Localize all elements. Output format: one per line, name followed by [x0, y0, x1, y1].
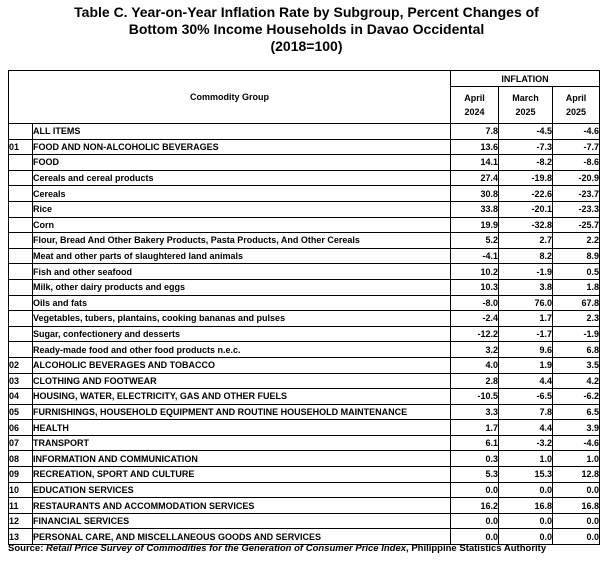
value-april-2025: 67.8	[553, 295, 600, 311]
row-name: FOOD	[33, 155, 451, 171]
value-april-2024: 5.2	[451, 233, 499, 249]
row-code: 04	[9, 389, 33, 405]
value-april-2025: 3.9	[553, 420, 600, 436]
value-march-2025: 9.6	[499, 342, 553, 358]
value-april-2025: 1.8	[553, 279, 600, 295]
table-row	[9, 248, 600, 264]
row-code	[9, 201, 33, 217]
row-code: 05	[9, 404, 33, 420]
value-april-2025: -25.7	[553, 217, 600, 233]
table-row	[9, 357, 600, 373]
value-april-2025: -23.3	[553, 201, 600, 217]
table-row	[9, 170, 600, 186]
value-april-2025: 8.9	[553, 248, 600, 264]
value-april-2024: 27.4	[451, 170, 499, 186]
table-row	[9, 326, 600, 342]
row-name: Milk, other dairy products and eggs	[33, 279, 451, 295]
row-code	[9, 170, 33, 186]
row-name: ALCOHOLIC BEVERAGES AND TOBACCO	[33, 357, 451, 373]
column-month: April	[464, 93, 485, 103]
row-name: INFORMATION AND COMMUNICATION	[33, 451, 451, 467]
row-code: 06	[9, 420, 33, 436]
title-line-2: Bottom 30% Income Households in Davao Occidental	[128, 21, 485, 37]
row-name: Cereals and cereal products	[33, 170, 451, 186]
value-march-2025: 4.4	[499, 373, 553, 389]
value-march-2025: 7.8	[499, 404, 553, 420]
row-code	[9, 311, 33, 327]
commodity-group-header: Commodity Group	[9, 71, 451, 124]
value-april-2024: -8.0	[451, 295, 499, 311]
value-march-2025: 4.4	[499, 420, 553, 436]
value-march-2025: 15.3	[499, 467, 553, 483]
row-code: 11	[9, 498, 33, 514]
value-april-2025: -8.6	[553, 155, 600, 171]
row-name: FINANCIAL SERVICES	[33, 513, 451, 529]
value-march-2025: -32.8	[499, 217, 553, 233]
table-row	[9, 279, 600, 295]
value-april-2025: 6.8	[553, 342, 600, 358]
row-name: Cereals	[33, 186, 451, 202]
value-april-2025: -20.9	[553, 170, 600, 186]
row-code	[9, 264, 33, 280]
row-code: 08	[9, 451, 33, 467]
row-name: Corn	[33, 217, 451, 233]
value-april-2025: -6.2	[553, 389, 600, 405]
value-april-2025: 2.2	[553, 233, 600, 249]
table-row	[9, 451, 600, 467]
value-april-2025: 12.8	[553, 467, 600, 483]
value-march-2025: -3.2	[499, 435, 553, 451]
value-april-2025: 0.0	[553, 482, 600, 498]
table-row	[9, 124, 600, 140]
column-month: April	[565, 93, 587, 103]
table-row	[9, 139, 600, 155]
row-name: Ready-made food and other food products n.e.c.	[33, 342, 451, 358]
value-april-2024: -4.1	[451, 248, 499, 264]
source-title: Retail Price Survey of Commodities for the Generation of Consumer Price Index	[46, 543, 407, 554]
source-note	[8, 543, 546, 554]
table-body	[9, 124, 600, 545]
value-march-2025: 0.0	[499, 513, 553, 529]
column-header-april-2024	[451, 87, 499, 124]
table-row	[9, 295, 600, 311]
column-year: 2025	[565, 107, 587, 117]
value-march-2025: -20.1	[499, 201, 553, 217]
value-april-2024: 2.8	[451, 373, 499, 389]
table-row	[9, 498, 600, 514]
table-row	[9, 186, 600, 202]
row-name: CLOTHING AND FOOTWEAR	[33, 373, 451, 389]
value-april-2025: -4.6	[553, 435, 600, 451]
row-code: 09	[9, 467, 33, 483]
row-code	[9, 279, 33, 295]
row-code	[9, 186, 33, 202]
row-name: HEALTH	[33, 420, 451, 436]
row-name: Vegetables, tubers, plantains, cooking bananas and pulses	[33, 311, 451, 327]
value-april-2025: 1.0	[553, 451, 600, 467]
row-code	[9, 233, 33, 249]
row-name: Flour, Bread And Other Bakery Products, Pasta Products, And Other Cereals	[33, 233, 451, 249]
value-april-2024: 13.6	[451, 139, 499, 155]
value-april-2025: 4.2	[553, 373, 600, 389]
value-april-2024: 0.0	[451, 482, 499, 498]
value-april-2025: 6.5	[553, 404, 600, 420]
value-april-2024: -12.2	[451, 326, 499, 342]
table-row	[9, 467, 600, 483]
table-row	[9, 155, 600, 171]
column-header-april-2025	[553, 87, 600, 124]
row-name: TRANSPORT	[33, 435, 451, 451]
value-april-2025: 0.0	[553, 529, 600, 545]
table-title	[0, 0, 613, 55]
value-march-2025: 1.0	[499, 451, 553, 467]
row-name: PERSONAL CARE, AND MISCELLANEOUS GOODS AND SERVICES	[33, 529, 451, 545]
value-april-2025: -7.7	[553, 139, 600, 155]
source-prefix: Source:	[8, 543, 47, 554]
row-name: HOUSING, WATER, ELECTRICITY, GAS AND OTHER FUELS	[33, 389, 451, 405]
row-code: 13	[9, 529, 33, 545]
row-name: Fish and other seafood	[33, 264, 451, 280]
table-row	[9, 513, 600, 529]
value-march-2025: 16.8	[499, 498, 553, 514]
value-april-2025: 2.3	[553, 311, 600, 327]
value-april-2024: -10.5	[451, 389, 499, 405]
value-april-2024: 10.3	[451, 279, 499, 295]
table-row	[9, 420, 600, 436]
row-code: 01	[9, 139, 33, 155]
value-april-2024: 6.1	[451, 435, 499, 451]
inflation-table	[8, 70, 600, 545]
table-row	[9, 404, 600, 420]
value-april-2025: -23.7	[553, 186, 600, 202]
row-name: Meat and other parts of slaughtered land animals	[33, 248, 451, 264]
value-march-2025: -19.8	[499, 170, 553, 186]
source-org: , Philippine Statistics Authority	[406, 543, 547, 554]
value-march-2025: -4.5	[499, 124, 553, 140]
value-april-2024: 19.9	[451, 217, 499, 233]
table-row	[9, 389, 600, 405]
row-name: FOOD AND NON-ALCOHOLIC BEVERAGES	[33, 139, 451, 155]
value-april-2024: 3.3	[451, 404, 499, 420]
row-code	[9, 326, 33, 342]
value-march-2025: -1.7	[499, 326, 553, 342]
column-month: March	[512, 93, 539, 103]
table-row	[9, 201, 600, 217]
row-code	[9, 342, 33, 358]
value-april-2024: 3.2	[451, 342, 499, 358]
inflation-header: INFLATION	[451, 71, 600, 87]
column-year: 2024	[464, 107, 485, 117]
value-april-2024: 7.8	[451, 124, 499, 140]
title-line-1: Table C. Year-on-Year Inflation Rate by Subgroup, Percent Changes of	[74, 4, 539, 20]
value-april-2024: 0.0	[451, 513, 499, 529]
row-name: RECREATION, SPORT AND CULTURE	[33, 467, 451, 483]
value-april-2024: 1.7	[451, 420, 499, 436]
value-april-2025: -1.9	[553, 326, 600, 342]
value-april-2024: -2.4	[451, 311, 499, 327]
row-code	[9, 248, 33, 264]
value-march-2025: 3.8	[499, 279, 553, 295]
table-row	[9, 264, 600, 280]
value-march-2025: -1.9	[499, 264, 553, 280]
value-march-2025: 1.7	[499, 311, 553, 327]
value-march-2025: -6.5	[499, 389, 553, 405]
value-april-2025: 3.5	[553, 357, 600, 373]
table-row	[9, 233, 600, 249]
column-header-march-2025	[499, 87, 553, 124]
row-code: 02	[9, 357, 33, 373]
row-code: 12	[9, 513, 33, 529]
row-name: Sugar, confectionery and desserts	[33, 326, 451, 342]
value-march-2025: 2.7	[499, 233, 553, 249]
value-april-2024: 16.2	[451, 498, 499, 514]
row-name: Oils and fats	[33, 295, 451, 311]
column-year: 2025	[515, 107, 536, 117]
value-march-2025: -22.6	[499, 186, 553, 202]
table-row	[9, 342, 600, 358]
value-march-2025: 0.0	[499, 482, 553, 498]
table-row	[9, 217, 600, 233]
value-april-2024: 5.3	[451, 467, 499, 483]
title-line-3: (2018=100)	[270, 38, 343, 54]
value-march-2025: -7.3	[499, 139, 553, 155]
row-name: RESTAURANTS AND ACCOMMODATION SERVICES	[33, 498, 451, 514]
value-april-2024: 30.8	[451, 186, 499, 202]
row-code	[9, 295, 33, 311]
value-april-2025: 0.0	[553, 513, 600, 529]
value-april-2024: 4.0	[451, 357, 499, 373]
value-march-2025: 1.9	[499, 357, 553, 373]
row-name: EDUCATION SERVICES	[33, 482, 451, 498]
table-row	[9, 435, 600, 451]
value-april-2024: 10.2	[451, 264, 499, 280]
table-row	[9, 311, 600, 327]
table-row	[9, 482, 600, 498]
row-name: FURNISHINGS, HOUSEHOLD EQUIPMENT AND ROUTINE HOUSEHOLD MAINTENANCE	[33, 404, 451, 420]
value-april-2024: 33.8	[451, 201, 499, 217]
row-code: 03	[9, 373, 33, 389]
value-march-2025: 76.0	[499, 295, 553, 311]
row-code	[9, 155, 33, 171]
value-april-2024: 0.3	[451, 451, 499, 467]
row-name: Rice	[33, 201, 451, 217]
row-code	[9, 124, 33, 140]
row-code: 10	[9, 482, 33, 498]
value-march-2025: 0.0	[499, 529, 553, 545]
row-code: 07	[9, 435, 33, 451]
table-row	[9, 373, 600, 389]
value-april-2024: 14.1	[451, 155, 499, 171]
value-march-2025: 8.2	[499, 248, 553, 264]
value-march-2025: -8.2	[499, 155, 553, 171]
value-april-2025: 16.8	[553, 498, 600, 514]
value-april-2025: -4.6	[553, 124, 600, 140]
value-april-2024: 0.0	[451, 529, 499, 545]
row-name: ALL ITEMS	[33, 124, 451, 140]
row-code	[9, 217, 33, 233]
value-april-2025: 0.5	[553, 264, 600, 280]
